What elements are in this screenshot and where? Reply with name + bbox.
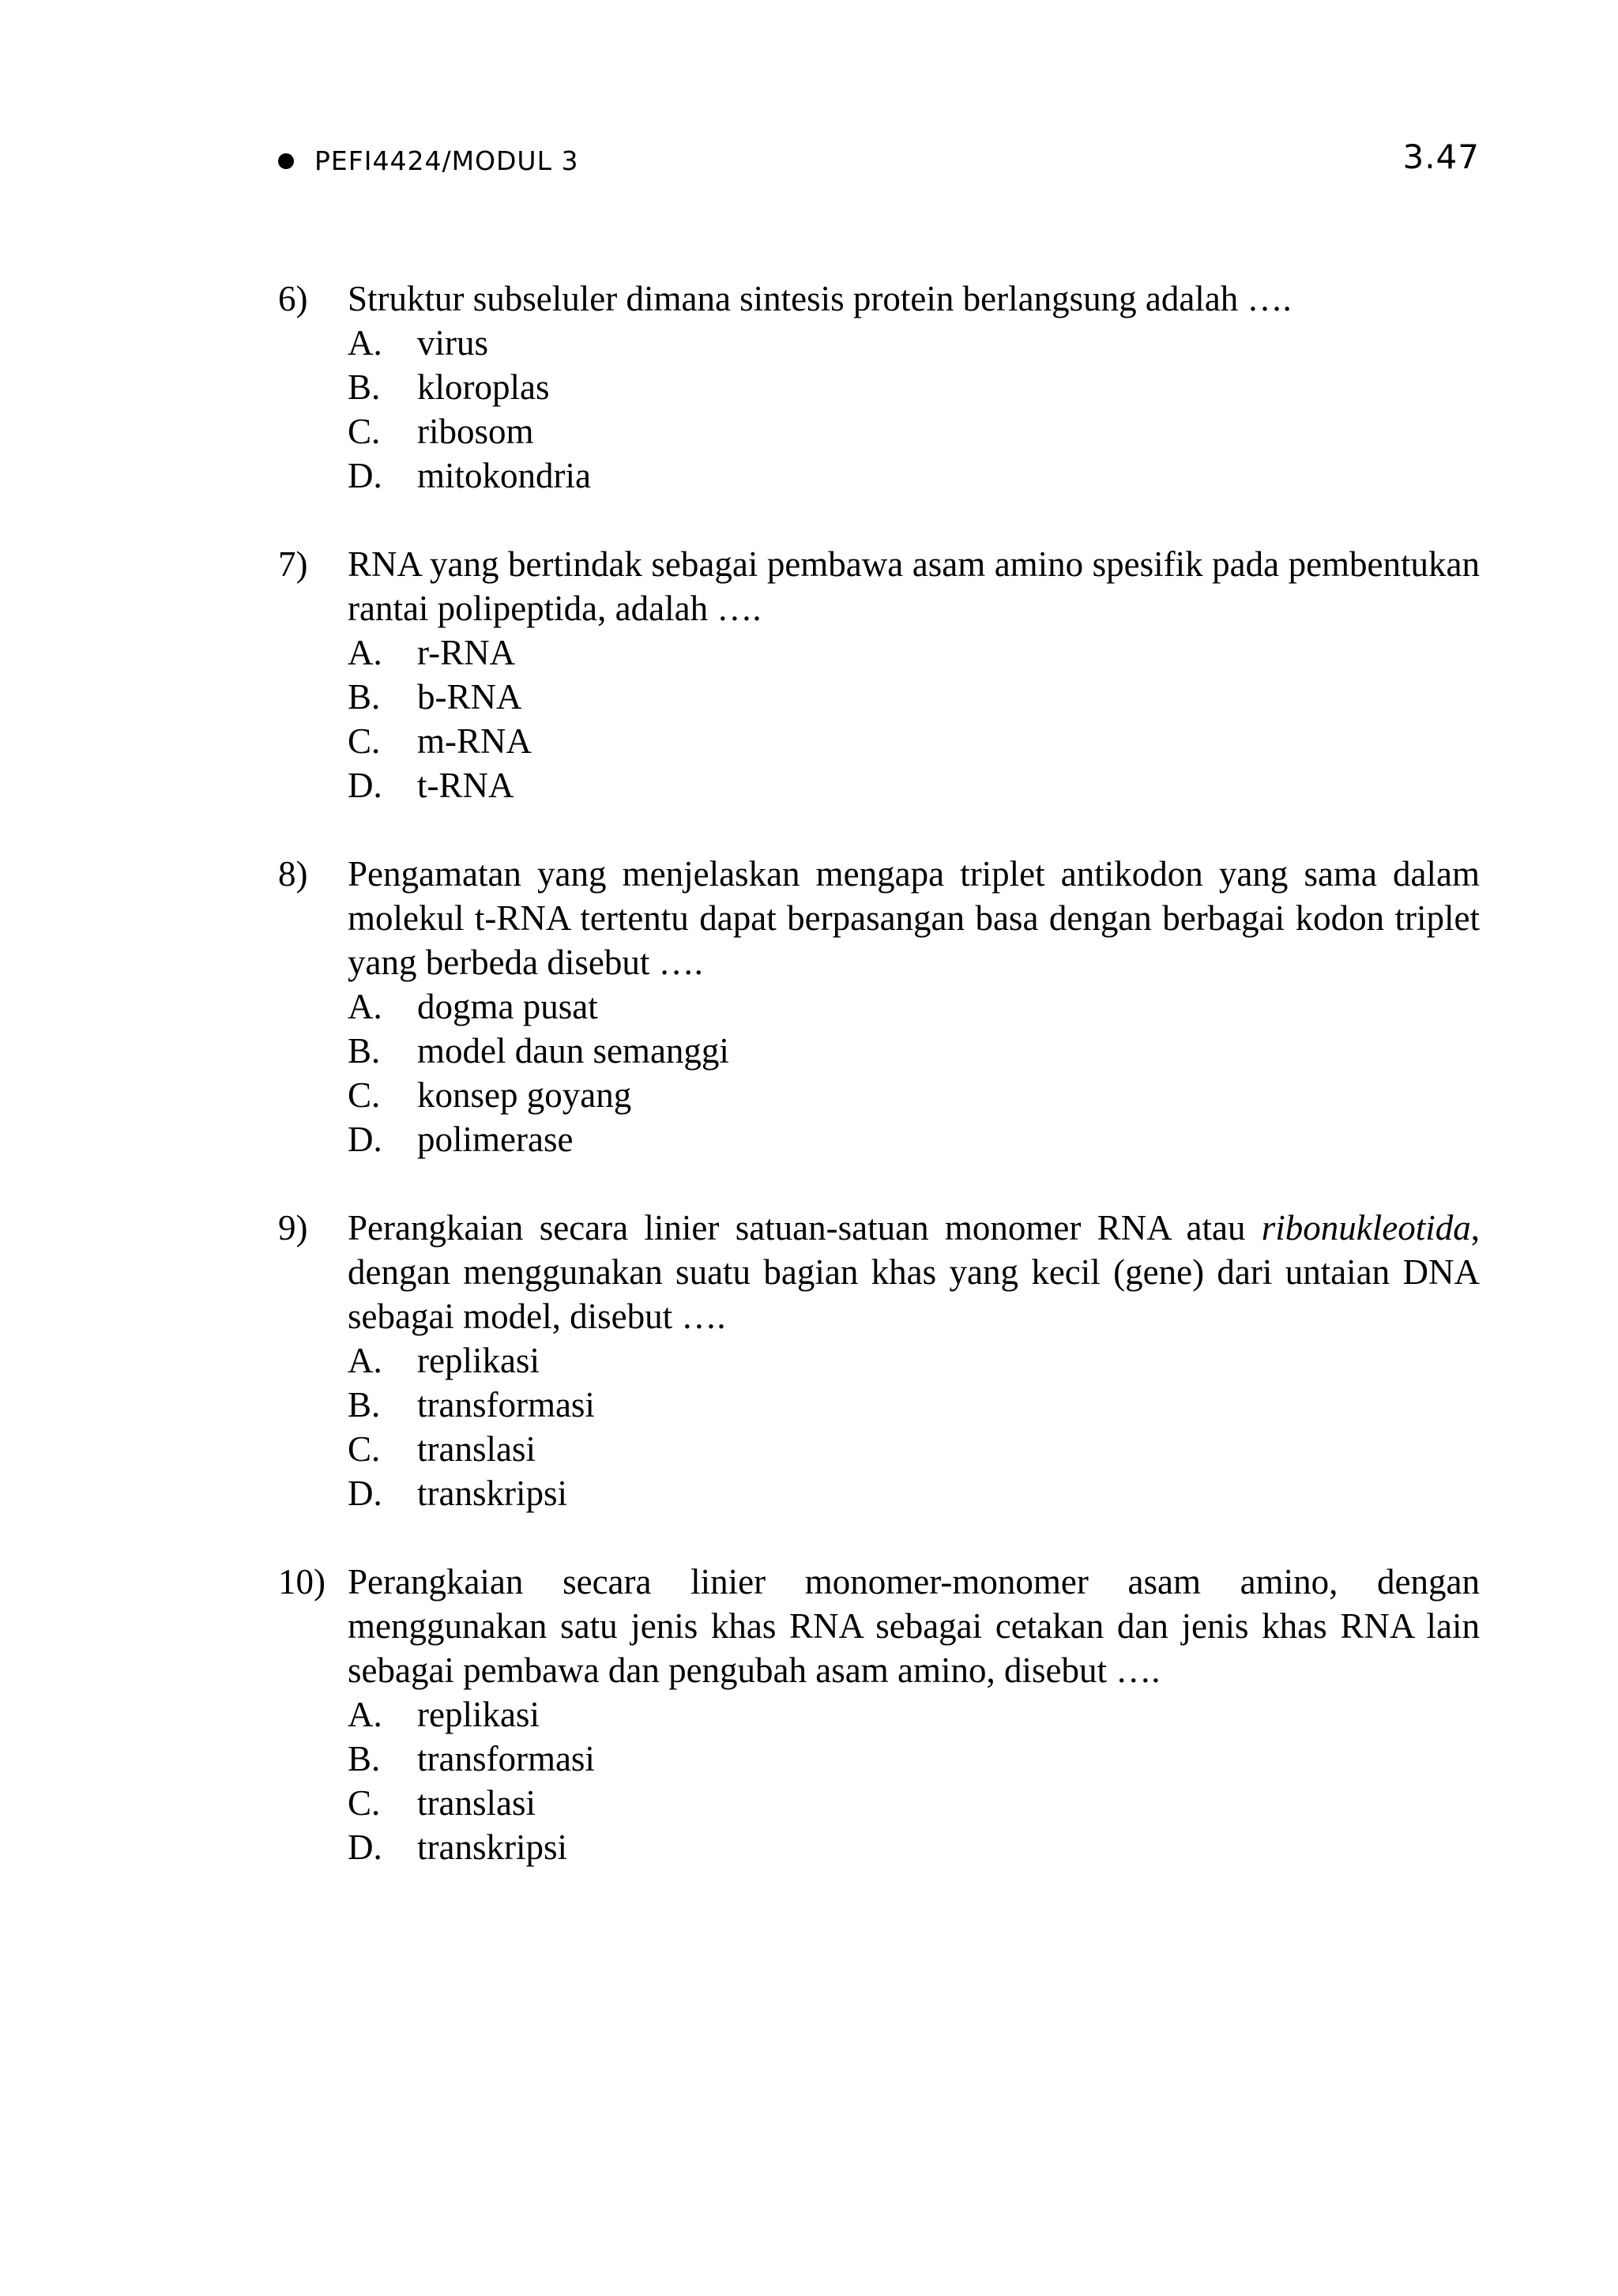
- question-text: RNA yang bertindak sebagai pembawa asam amino spesifik pada pembentukan rantai polipeptida, adalah ….: [348, 544, 1480, 628]
- option-list: [348, 321, 1480, 498]
- option-text: virus: [417, 323, 488, 363]
- question-number: 6): [278, 279, 308, 318]
- question-number: 7): [278, 544, 308, 584]
- option-a: [348, 630, 1480, 675]
- option-letter: D.: [348, 1120, 382, 1159]
- option-text: replikasi: [417, 1341, 540, 1380]
- option-d: [348, 1117, 1480, 1161]
- option-text: replikasi: [417, 1695, 540, 1734]
- option-list: [348, 1692, 1480, 1869]
- option-a: [348, 1338, 1480, 1383]
- option-b: [348, 675, 1480, 719]
- question-6: [278, 277, 1480, 498]
- question-text-part: Perangkaian secara linier satuan-satuan monomer RNA atau: [348, 1208, 1246, 1248]
- option-text: model daun semanggi: [417, 1031, 729, 1071]
- option-c: [348, 1781, 1480, 1825]
- option-letter: A.: [348, 1695, 382, 1734]
- option-text: polimerase: [417, 1120, 574, 1159]
- option-c: [348, 1073, 1480, 1117]
- header-module: [278, 145, 578, 176]
- option-a: [348, 1692, 1480, 1737]
- question-9: [278, 1206, 1480, 1515]
- option-d: [348, 763, 1480, 807]
- option-letter: B.: [348, 367, 381, 407]
- option-text: translasi: [417, 1429, 536, 1469]
- option-b: [348, 1383, 1480, 1427]
- question-10: [278, 1560, 1480, 1869]
- option-a: [348, 984, 1480, 1029]
- option-letter: D.: [348, 456, 382, 495]
- option-list: [348, 1338, 1480, 1515]
- option-letter: C.: [348, 1075, 381, 1115]
- option-a: [348, 321, 1480, 365]
- option-letter: A.: [348, 987, 382, 1026]
- option-letter: C.: [348, 412, 381, 451]
- page-header: [278, 134, 1480, 190]
- option-c: [348, 1427, 1480, 1471]
- option-d: [348, 454, 1480, 498]
- question-number: 9): [278, 1208, 308, 1248]
- question-number: 10): [278, 1562, 325, 1602]
- bullet-icon: [278, 153, 294, 169]
- option-letter: D.: [348, 766, 382, 805]
- option-b: [348, 1737, 1480, 1781]
- option-letter: C.: [348, 1783, 381, 1823]
- option-list: [348, 984, 1480, 1161]
- option-d: [348, 1471, 1480, 1515]
- option-letter: C.: [348, 721, 381, 761]
- option-letter: A.: [348, 1341, 382, 1380]
- option-text: mitokondria: [417, 456, 591, 495]
- option-text: translasi: [417, 1783, 536, 1823]
- option-b: [348, 1029, 1480, 1073]
- option-letter: A.: [348, 633, 382, 672]
- option-text: m-RNA: [417, 721, 532, 761]
- option-text: transformasi: [417, 1739, 595, 1778]
- question-text: [348, 1206, 1480, 1338]
- question-number: 8): [278, 854, 308, 894]
- option-letter: B.: [348, 1385, 381, 1425]
- page-number: 3.47: [1402, 137, 1480, 176]
- option-d: [348, 1825, 1480, 1869]
- option-letter: C.: [348, 1429, 381, 1469]
- option-text: dogma pusat: [417, 987, 598, 1026]
- question-text-part: , dengan menggunakan suatu bagian khas yang kecil (gene) dari untaian DNA sebagai model, disebut ….: [348, 1208, 1481, 1336]
- question-8: [278, 852, 1480, 1161]
- module-code: PEFI4424/MODUL 3: [314, 145, 579, 176]
- option-text: transkripsi: [417, 1474, 567, 1513]
- option-text: transformasi: [417, 1385, 595, 1425]
- option-text: ribosom: [417, 412, 534, 451]
- option-text: kloroplas: [417, 367, 550, 407]
- option-text: konsep goyang: [417, 1075, 632, 1115]
- option-letter: D.: [348, 1827, 382, 1867]
- option-letter: B.: [348, 677, 381, 717]
- option-c: [348, 719, 1480, 763]
- question-7: [278, 542, 1480, 807]
- question-text: Struktur subseluler dimana sintesis protein berlangsung adalah ….: [348, 279, 1292, 318]
- option-letter: B.: [348, 1739, 381, 1778]
- option-text: r-RNA: [417, 633, 516, 672]
- question-text: Pengamatan yang menjelaskan mengapa triplet antikodon yang sama dalam molekul t-RNA tertentu dapat berpasangan basa dengan berbagai kodon triplet yang berbeda disebut ….: [348, 854, 1480, 982]
- option-text: t-RNA: [417, 766, 514, 805]
- question-list: [278, 277, 1480, 1914]
- option-text: transkripsi: [417, 1827, 567, 1867]
- option-letter: A.: [348, 323, 382, 363]
- option-c: [348, 409, 1480, 454]
- option-text: b-RNA: [417, 677, 522, 717]
- option-list: [348, 630, 1480, 807]
- option-b: [348, 365, 1480, 409]
- question-text: Perangkaian secara linier monomer-monomer asam amino, dengan menggunakan satu jenis khas RNA sebagai cetakan dan jenis khas RNA lain sebagai pembawa dan pengubah asam amino, disebut ….: [348, 1562, 1480, 1690]
- option-letter: B.: [348, 1031, 381, 1071]
- option-letter: D.: [348, 1474, 382, 1513]
- question-text-italic: ribonukleotida: [1261, 1208, 1471, 1248]
